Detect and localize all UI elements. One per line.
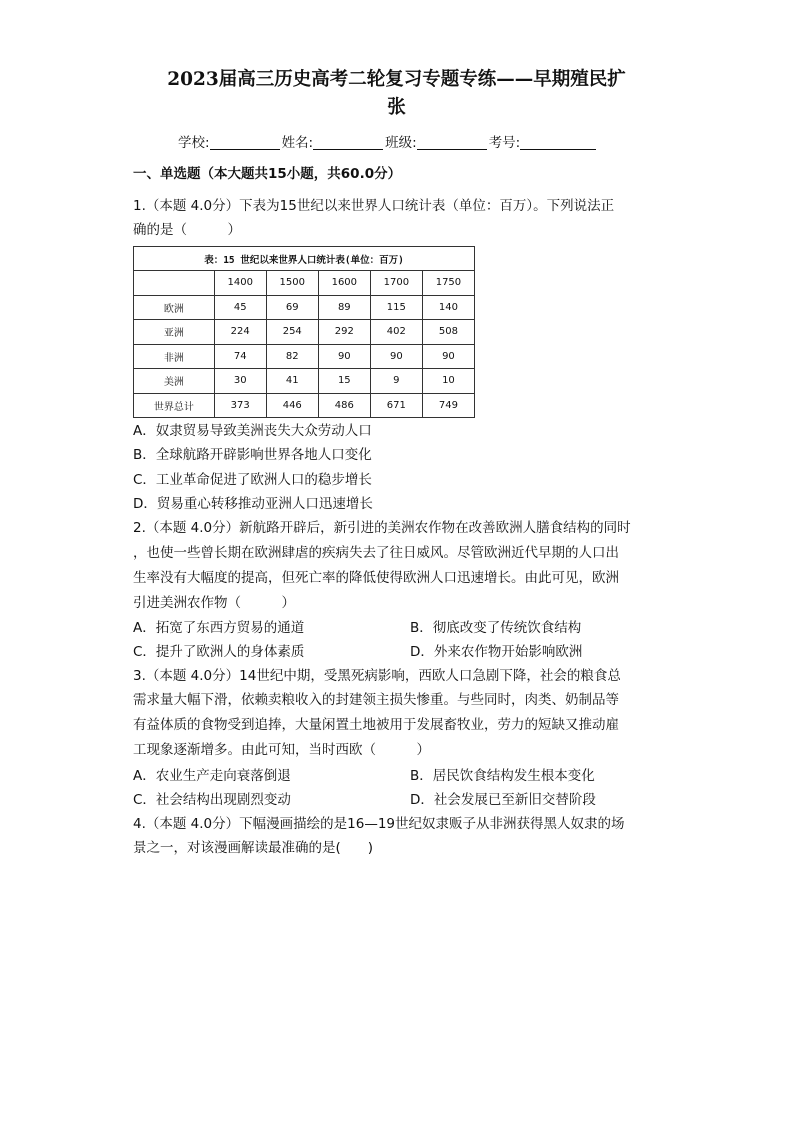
q2-stem-line-1: 2.（本题 4.0分）新航路开辟后，新引进的美洲农作物在改善欧洲人膳食结构的同时 (133, 520, 631, 536)
name-blank[interactable] (313, 135, 383, 150)
table-header-cell: 1750 (422, 271, 474, 296)
class-label: 班级: (385, 135, 417, 151)
table-cell: 45 (214, 295, 266, 320)
table-cell: 508 (422, 320, 474, 345)
table-row (134, 344, 475, 369)
table-header-cell: 1700 (370, 271, 422, 296)
table-row (134, 320, 475, 345)
table-header-cell: 1400 (214, 271, 266, 296)
row-label: 亚洲 (134, 320, 215, 345)
q2-option-d[interactable]: D．外来农作物开始影响欧洲 (410, 644, 583, 660)
row-label: 非洲 (134, 344, 215, 369)
table-cell: 90 (370, 344, 422, 369)
school-label: 学校: (178, 135, 210, 151)
name-label: 姓名: (281, 135, 314, 151)
table-cell: 15 (318, 369, 370, 394)
row-label: 美洲 (134, 369, 215, 394)
q2-stem-line-3: 生率没有大幅度的提高，但死亡率的降低使得欧洲人口迅速增长。由此可见，欧洲 (133, 570, 619, 586)
title-line-2: 张 (387, 97, 406, 118)
table-cell: 486 (318, 393, 370, 418)
table-cell: 446 (266, 393, 318, 418)
page-title (100, 66, 693, 122)
q2-stem-line-2: ，也使一些曾长期在欧洲肆虐的疾病失去了往日威风。尽管欧洲近代早期的人口出 (133, 545, 619, 561)
table-row (134, 393, 475, 418)
q3-stem-line-2: 需求量大幅下滑，依赖卖粮收入的封建领主损失惨重。与些同时，肉类、奶制品等 (133, 692, 619, 708)
table-cell: 115 (370, 295, 422, 320)
table-cell: 10 (422, 369, 474, 394)
exam-no-label: 考号: (488, 135, 521, 151)
q3-stem-line-4: 工现象逐渐增多。由此可知，当时西欧（ ） (133, 742, 430, 758)
population-table (133, 246, 475, 418)
table-row (134, 369, 475, 394)
table-cell: 90 (318, 344, 370, 369)
table-header-cell: 1500 (266, 271, 318, 296)
table-cell: 90 (422, 344, 474, 369)
table-cell: 749 (422, 393, 474, 418)
q1-stem-line-2: 确的是（ ） (133, 222, 241, 238)
table-cell: 30 (214, 369, 266, 394)
table-header-row (134, 271, 475, 296)
table-cell: 82 (266, 344, 318, 369)
table-cell: 373 (214, 393, 266, 418)
q4-stem-line-1: 4.（本题 4.0分）下幅漫画描绘的是16—19世纪奴隶贩子从非洲获得黑人奴隶的场 (133, 816, 625, 832)
q3-option-c[interactable]: C．社会结构出现剧烈变动 (133, 792, 291, 808)
table-cell: 402 (370, 320, 422, 345)
q3-stem-line-1: 3.（本题 4.0分）14世纪中期，受黑死病影响，西欧人口急剧下降，社会的粮食总 (133, 668, 621, 684)
q2-option-b[interactable]: B．彻底改变了传统饮食结构 (410, 620, 582, 636)
school-blank[interactable] (210, 135, 280, 150)
table-cell: 254 (266, 320, 318, 345)
table-cell: 140 (422, 295, 474, 320)
row-label: 世界总计 (134, 393, 215, 418)
table-cell: 9 (370, 369, 422, 394)
q1-stem-line-1: 1.（本题 4.0分）下表为15世纪以来世界人口统计表（单位：百万）。下列说法正 (133, 198, 615, 214)
q4-stem-line-2: 景之一，对该漫画解读最准确的是( ) (133, 840, 374, 856)
section-heading: 一、单选题（本大题共15小题，共60.0分） (133, 166, 402, 182)
table-cell: 224 (214, 320, 266, 345)
table-cell: 89 (318, 295, 370, 320)
table-cell: 41 (266, 369, 318, 394)
title-line-1: 2023届高三历史高考二轮复习专题专练——早期殖民扩 (167, 69, 626, 90)
student-info (178, 131, 598, 151)
q1-option-b[interactable]: B．全球航路开辟影响世界各地人口变化 (133, 447, 372, 463)
q3-stem-line-3: 有益体质的食物受到追捧，大量闲置土地被用于发展畜牧业，劳力的短缺又推动雇 (133, 717, 619, 733)
q2-option-a[interactable]: A．拓宽了东西方贸易的通道 (133, 620, 305, 636)
q3-option-b[interactable]: B．居民饮食结构发生根本变化 (410, 768, 595, 784)
q2-option-c[interactable]: C．提升了欧洲人的身体素质 (133, 644, 305, 660)
table-caption: 表：15 世纪以来世界人口统计表(单位：百万) (134, 247, 475, 271)
class-blank[interactable] (417, 135, 487, 150)
q1-option-c[interactable]: C．工业革命促进了欧洲人口的稳步增长 (133, 472, 372, 488)
table-row (134, 295, 475, 320)
q2-stem-line-4: 引进美洲农作物（ ） (133, 595, 295, 611)
q3-option-d[interactable]: D．社会发展已至新旧交替阶段 (410, 792, 596, 808)
q1-option-a[interactable]: A．奴隶贸易导致美洲丧失大众劳动人口 (133, 423, 372, 439)
q3-option-a[interactable]: A．农业生产走向衰落倒退 (133, 768, 291, 784)
table-cell: 69 (266, 295, 318, 320)
table-header-cell (134, 271, 215, 296)
exam-no-blank[interactable] (520, 135, 596, 150)
row-label: 欧洲 (134, 295, 215, 320)
table-header-cell: 1600 (318, 271, 370, 296)
table-cell: 74 (214, 344, 266, 369)
q1-option-d[interactable]: D．贸易重心转移推动亚洲人口迅速增长 (133, 496, 373, 512)
table-cell: 671 (370, 393, 422, 418)
table-cell: 292 (318, 320, 370, 345)
